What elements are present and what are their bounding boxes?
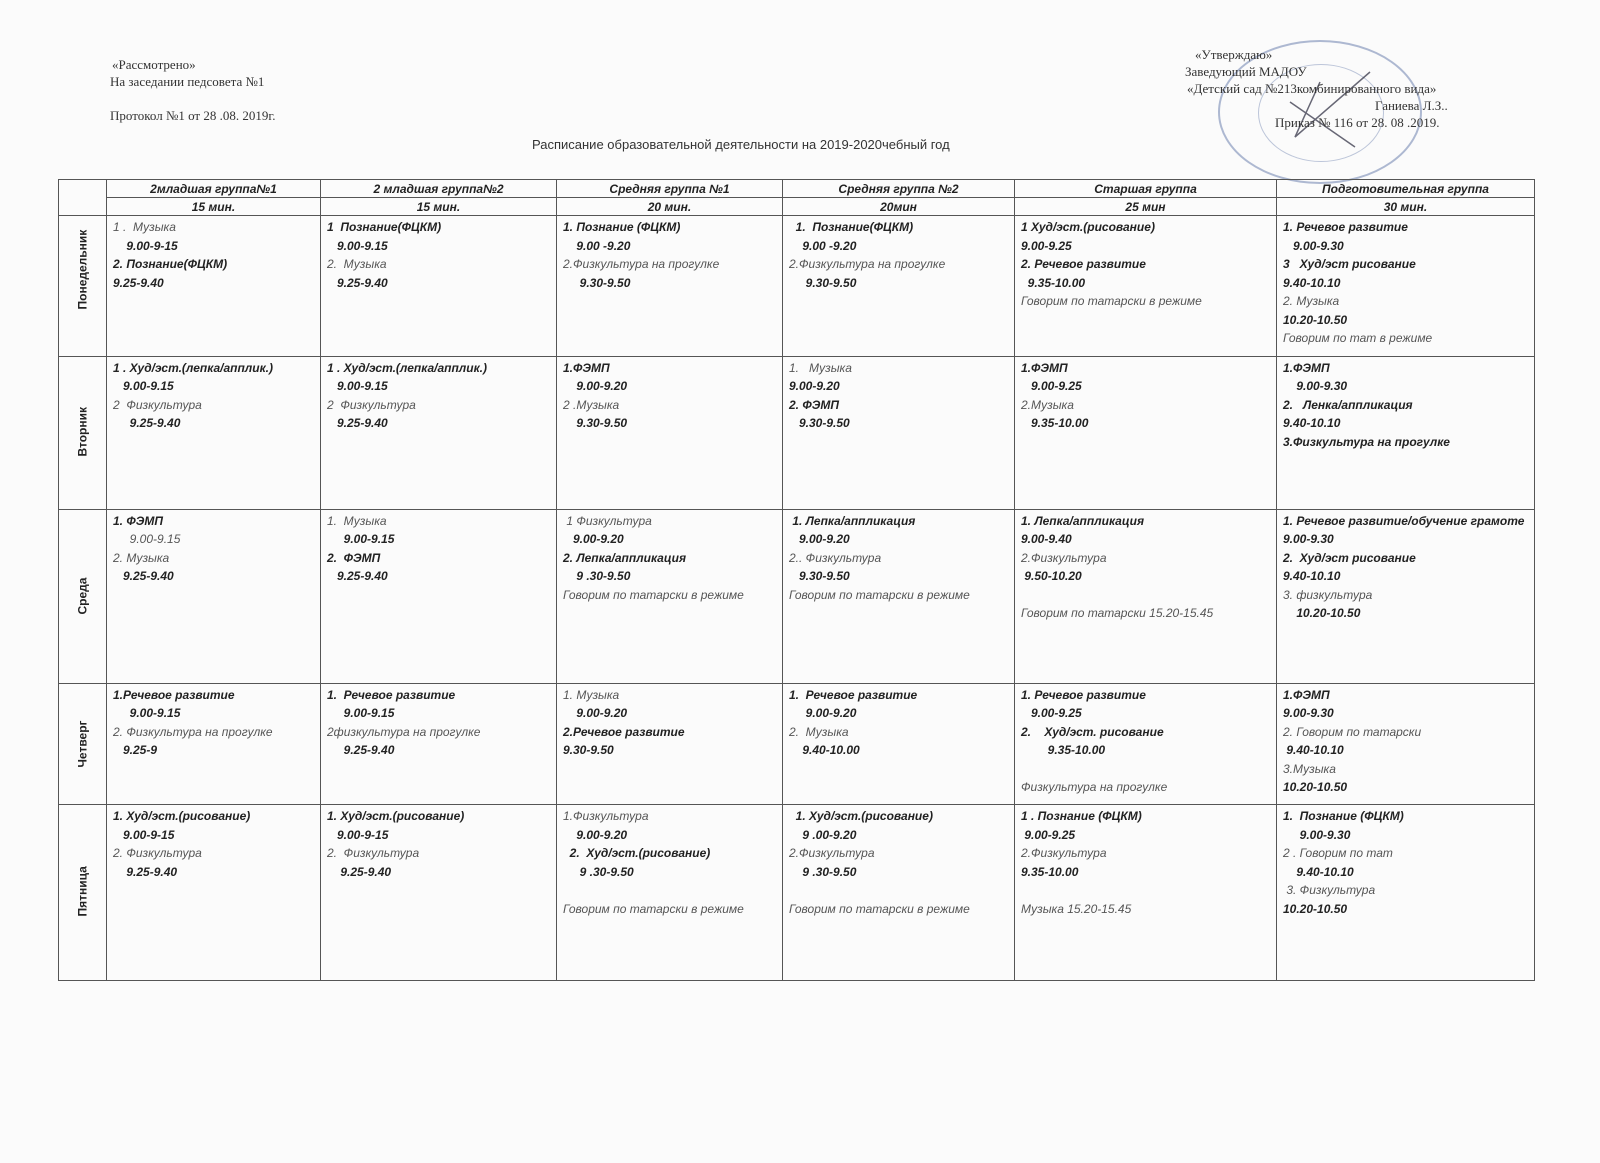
- activity-note: 2 Физкультура: [113, 397, 202, 412]
- day-name: Пятница: [75, 865, 90, 917]
- activity-line: 9.00-9.20: [789, 379, 840, 394]
- activity-note: 2.Музыка: [1021, 397, 1074, 412]
- activity-note: 2 .Музыка: [563, 397, 620, 412]
- activity-line: 2. Познание(ФЦКМ): [113, 257, 228, 271]
- schedule-cell: [321, 683, 557, 804]
- activity-line: 9.25-9.40: [113, 275, 164, 290]
- schedule-cell: [107, 509, 321, 683]
- activity-line: 9.00-9.20: [563, 827, 628, 842]
- schedule-cell: [783, 509, 1015, 683]
- activity-note: 2.Физкультура на прогулке: [789, 257, 946, 271]
- activity-line: 9.40-10.10: [1283, 569, 1341, 584]
- schedule-cell: [1015, 356, 1277, 509]
- group-name-header: Старшая группа: [1015, 180, 1277, 198]
- activity-line: 9.30-9.50: [563, 743, 614, 758]
- activity-line: 1. Худ/эст.(рисование): [789, 809, 933, 824]
- activity-line: 9.00-9-15: [327, 827, 389, 842]
- durations-row: [59, 198, 1535, 216]
- activity-line: 9.00-9.15: [327, 532, 395, 547]
- schedule-cell: [1277, 805, 1535, 981]
- day-row: [59, 216, 1535, 357]
- activity-line: 9.00-9.30: [1283, 532, 1334, 547]
- activity-line: 9 .30-9.50: [789, 864, 857, 879]
- activity-note: 2. Музыка: [789, 724, 849, 739]
- group-duration-header: 30 мин.: [1277, 198, 1535, 216]
- activity-line: 2.Речевое развитие: [563, 724, 685, 739]
- activity-line: 9 .00-9.20: [789, 827, 857, 842]
- activity-line: 9.00-9.30: [1283, 379, 1348, 394]
- activity-note: 2. Физкультура: [113, 846, 202, 861]
- schedule-cell: [1277, 216, 1535, 357]
- activity-line: 9.00-9.15: [327, 379, 388, 394]
- activity-note: [1021, 586, 1270, 605]
- schedule-cell: [1015, 216, 1277, 357]
- activity-note: 2.Физкультура: [1021, 846, 1107, 861]
- activity-note: Говорим по тат в режиме: [1283, 331, 1433, 345]
- activity-line: 1. Речевое развитие/обучение грамоте: [1283, 513, 1525, 528]
- activity-note: Говорим по татарски в режиме: [789, 587, 970, 602]
- activity-note: 1.Физкультура: [563, 809, 649, 824]
- activity-line: 9.25-9.40: [113, 864, 178, 879]
- approval-approved-block: [1185, 46, 1448, 131]
- day-row: [59, 805, 1535, 981]
- activity-line: 1. Худ/эст.(рисование): [113, 809, 251, 824]
- activity-line: 9.00-9.20: [563, 379, 628, 394]
- schedule-cell: [1277, 683, 1535, 804]
- activity-line: 1. Лепка/аппликация: [789, 513, 916, 528]
- schedule-cell: [1277, 509, 1535, 683]
- activity-line: 1. Познание(ФЦКМ): [789, 220, 914, 234]
- activity-line: 9.00-9.20: [563, 706, 628, 721]
- activity-line: 9.00-9.15: [327, 238, 388, 253]
- activity-line: 9.00-9.25: [1021, 379, 1082, 394]
- schedule-cell: [783, 683, 1015, 804]
- considered-line: «Рассмотрено»: [112, 57, 196, 72]
- activity-line: 1. Речевое развитие: [789, 687, 918, 702]
- group-duration-header: 20 мин.: [557, 198, 783, 216]
- day-name: Понедельник: [75, 229, 90, 310]
- activity-note: Говорим по татарски в режиме: [789, 901, 970, 916]
- activity-line: 9.35-10.00: [1021, 743, 1106, 758]
- day-row: [59, 683, 1535, 804]
- schedule-cell: [107, 356, 321, 509]
- activity-line: 9.30-9.50: [563, 275, 631, 290]
- blank-line: [110, 90, 275, 107]
- activity-note: 2. Музыка: [113, 550, 170, 565]
- activity-line: 9.40-10.00: [789, 743, 860, 758]
- group-name-header: Средняя группа №2: [783, 180, 1015, 198]
- activity-note: 1 . Музыка: [113, 220, 176, 234]
- group-name-header: 2 младшая группа№2: [321, 180, 557, 198]
- schedule-cell: [557, 216, 783, 357]
- activity-line: 9.00-9.25: [1021, 706, 1082, 721]
- activity-line: 9.35-10.00: [1021, 416, 1089, 431]
- activity-line: 1 . Худ/эст.(лепка/апплик.): [327, 360, 488, 375]
- council-line: На заседании педсовета №1: [110, 74, 265, 89]
- activity-line: 9.30-9.50: [789, 416, 850, 431]
- activity-note: 9.00-9.15: [113, 532, 181, 547]
- activity-line: 1. ФЭМП: [113, 513, 163, 528]
- activity-note: [1021, 881, 1270, 900]
- activity-line: 1 . Худ/эст.(лепка/апплик.): [113, 360, 274, 375]
- activity-line: 9.00-9-15: [113, 827, 175, 842]
- activity-note: 2. Музыка: [1283, 294, 1340, 308]
- activity-line: 9.00 -9.20: [789, 238, 857, 253]
- activity-line: 9.25-9: [113, 743, 158, 758]
- order-line: Приказ № 116 от 28. 08 .2019.: [1275, 115, 1440, 130]
- activity-line: 1.Речевое развитие: [113, 687, 235, 702]
- activity-line: 9.40-10.10: [1283, 864, 1354, 879]
- activity-note: 2.. Физкультура: [789, 550, 882, 565]
- activity-line: 9.00-9.25: [1021, 827, 1076, 842]
- activity-line: 9.00-9.30: [1283, 827, 1351, 842]
- activity-line: 9.40-10.10: [1283, 416, 1341, 431]
- activity-line: 9.50-10.20: [1021, 569, 1082, 584]
- activity-line: 9.35-10.00: [1021, 864, 1079, 879]
- schedule-cell: [783, 216, 1015, 357]
- activity-line: 2. ФЭМП: [789, 397, 839, 412]
- group-name-header: Подготовительная группа: [1277, 180, 1535, 198]
- schedule-cell: [107, 216, 321, 357]
- activity-line: 9.25-9.40: [327, 864, 392, 879]
- activity-note: 1 Физкультура: [563, 513, 652, 528]
- group-names-row: [59, 180, 1535, 198]
- activity-line: 9.30-9.50: [789, 569, 850, 584]
- activity-note: 2.Физкультура: [789, 846, 875, 861]
- activity-line: 2. Ленка/аппликация: [1283, 397, 1413, 412]
- activity-line: 1.ФЭМП: [1283, 360, 1330, 375]
- activity-line: 10.20-10.50: [1283, 780, 1348, 795]
- schedule-cell: [1015, 805, 1277, 981]
- schedule-table: [58, 179, 1535, 981]
- activity-line: 10.20-10.50: [1283, 901, 1348, 916]
- activity-note: 3. Физкультура: [1283, 883, 1376, 898]
- activity-note: 1. Музыка: [563, 687, 620, 702]
- director-name: Ганиева Л.З..: [1375, 98, 1448, 113]
- activity-line: 1. Худ/эст.(рисование): [327, 809, 465, 824]
- schedule-cell: [1015, 683, 1277, 804]
- activity-note: 2. Физкультура: [327, 846, 420, 861]
- activity-line: 1 Познание(ФЦКМ): [327, 220, 442, 234]
- activity-line: 9.25-9.40: [113, 569, 174, 584]
- activity-line: 3.Физкультура на прогулке: [1283, 434, 1450, 449]
- head-line: Заведующий МАДОУ: [1185, 64, 1307, 79]
- schedule-cell: [557, 509, 783, 683]
- activity-line: 9.30-9.50: [789, 275, 857, 290]
- schedule-cell: [321, 216, 557, 357]
- activity-note: 2. Физкультура на прогулке: [113, 724, 273, 739]
- activity-note: 2. Музыка: [327, 257, 387, 271]
- activity-note: Говорим по татарски в режиме: [563, 901, 744, 916]
- day-name: Вторник: [75, 406, 90, 457]
- schedule-cell: [557, 683, 783, 804]
- activity-note: 2.Физкультура на прогулке: [563, 257, 720, 271]
- activity-note: Говорим по татарски 15.20-15.45: [1021, 606, 1214, 621]
- activity-line: 9.00-9.20: [789, 706, 857, 721]
- activity-note: [563, 881, 776, 900]
- activity-line: 9.25-9.40: [327, 569, 388, 584]
- group-duration-header: 15 мин.: [321, 198, 557, 216]
- activity-note: [1021, 760, 1270, 779]
- activity-line: 9.00 -9.20: [563, 238, 631, 253]
- day-row: [59, 509, 1535, 683]
- day-row: [59, 356, 1535, 509]
- activity-note: 1. Музыка: [327, 513, 387, 528]
- activity-note: [789, 881, 1008, 900]
- activity-line: 9.25-9.40: [327, 275, 388, 290]
- protocol-line: Протокол №1 от 28 .08. 2019г.: [110, 108, 276, 123]
- schedule-cell: [107, 683, 321, 804]
- activity-line: 9.00-9.20: [789, 532, 850, 547]
- activity-line: 9.00-9.15: [327, 706, 395, 721]
- activity-line: 1. Речевое развитие: [327, 687, 456, 702]
- activity-note: 1. Музыка: [789, 360, 852, 375]
- activity-note: Говорим по татарски в режиме: [1021, 294, 1202, 308]
- activity-note: 2. Говорим по татарски: [1283, 724, 1422, 739]
- activity-line: 9.40-10.10: [1283, 275, 1341, 290]
- activity-line: 1.ФЭМП: [563, 360, 610, 375]
- activity-line: 9.25-9.40: [327, 416, 388, 431]
- schedule-cell: [783, 805, 1015, 981]
- page-title: Расписание образовательной деятельности на 2019-2020чебный год: [532, 137, 950, 152]
- activity-line: 2. Худ/эст рисование: [1283, 550, 1416, 565]
- activity-line: 2. ФЭМП: [327, 550, 381, 565]
- activity-line: 9.00-9.30: [1283, 238, 1344, 253]
- kindergarten-line: «Детский сад №213комбинированного вида»: [1187, 81, 1437, 96]
- activity-line: 2. Речевое развитие: [1021, 257, 1146, 271]
- group-name-header: Средняя группа №1: [557, 180, 783, 198]
- activity-note: Говорим по татарски в режиме: [563, 587, 744, 602]
- activity-note: 2физкультура на прогулке: [327, 724, 481, 739]
- activity-note: Музыка 15.20-15.45: [1021, 901, 1132, 916]
- activity-note: 3. физкультура: [1283, 587, 1373, 602]
- day-name: Четверг: [75, 720, 90, 768]
- activity-line: 2. Лепка/аппликация: [563, 550, 687, 565]
- activity-note: 2 . Говорим по тат: [1283, 846, 1393, 861]
- schedule-cell: [107, 805, 321, 981]
- activity-line: 1. Речевое развитие: [1021, 687, 1146, 702]
- group-duration-header: 25 мин: [1015, 198, 1277, 216]
- activity-line: 9.00-9.25: [1021, 238, 1072, 253]
- activity-line: 9.00-9.30: [1283, 706, 1334, 721]
- activity-line: 10.20-10.50: [1283, 312, 1348, 327]
- activity-line: 1 Худ/эст.(рисование): [1021, 220, 1155, 234]
- approval-considered-block: [110, 56, 275, 124]
- day-name-cell: [59, 805, 107, 981]
- activity-line: 9 .30-9.50: [563, 864, 634, 879]
- schedule-cell: [1277, 356, 1535, 509]
- activity-line: 9.25-9.40: [327, 743, 395, 758]
- activity-line: 1. Познание (ФЦКМ): [1283, 809, 1404, 824]
- day-name-cell: [59, 683, 107, 804]
- day-name-cell: [59, 509, 107, 683]
- activity-line: 9.00-9.20: [563, 532, 624, 547]
- activity-line: 9.25-9.40: [113, 416, 181, 431]
- activity-line: 10.20-10.50: [1283, 606, 1361, 621]
- day-name-cell: [59, 356, 107, 509]
- activity-line: 9.40-10.10: [1283, 743, 1344, 758]
- activity-note: 3.Музыка: [1283, 761, 1336, 776]
- day-name-cell: [59, 216, 107, 357]
- schedule-cell: [557, 356, 783, 509]
- activity-line: 1. Познание (ФЦКМ): [563, 220, 681, 234]
- schedule-cell: [783, 356, 1015, 509]
- schedule-cell: [321, 509, 557, 683]
- approve-line: «Утверждаю»: [1195, 47, 1273, 62]
- activity-line: 9.30-9.50: [563, 416, 628, 431]
- activity-line: 1.ФЭМП: [1021, 360, 1068, 375]
- activity-line: 9.00-9.40: [1021, 532, 1072, 547]
- activity-line: 3 Худ/эст рисование: [1283, 257, 1416, 271]
- activity-note: Физкультура на прогулке: [1021, 780, 1168, 795]
- schedule-cell: [321, 356, 557, 509]
- activity-line: 9.35-10.00: [1021, 275, 1086, 290]
- activity-line: 1. Речевое развитие: [1283, 220, 1408, 234]
- activity-line: 9.00-9.15: [113, 379, 174, 394]
- group-duration-header: 15 мин.: [107, 198, 321, 216]
- activity-line: 9 .30-9.50: [563, 569, 631, 584]
- activity-note: 2.Физкультура: [1021, 550, 1107, 565]
- activity-line: 1.ФЭМП: [1283, 687, 1330, 702]
- day-name: Среда: [75, 577, 90, 615]
- group-duration-header: 20мин: [783, 198, 1015, 216]
- activity-line: 9.00-9-15: [113, 238, 178, 253]
- activity-line: 1 . Познание (ФЦКМ): [1021, 809, 1142, 824]
- schedule-cell: [1015, 509, 1277, 683]
- activity-line: 1. Лепка/аппликация: [1021, 513, 1145, 528]
- schedule-body: [59, 216, 1535, 981]
- activity-line: 2. Худ/эст.(рисование): [563, 846, 711, 861]
- group-name-header: 2младшая группа№1: [107, 180, 321, 198]
- activity-line: 9.00-9.15: [113, 706, 181, 721]
- schedule-cell: [321, 805, 557, 981]
- corner-cell: [59, 180, 107, 216]
- activity-line: 2. Худ/эст. рисование: [1021, 724, 1164, 739]
- activity-note: 2 Физкультура: [327, 397, 416, 412]
- schedule-cell: [557, 805, 783, 981]
